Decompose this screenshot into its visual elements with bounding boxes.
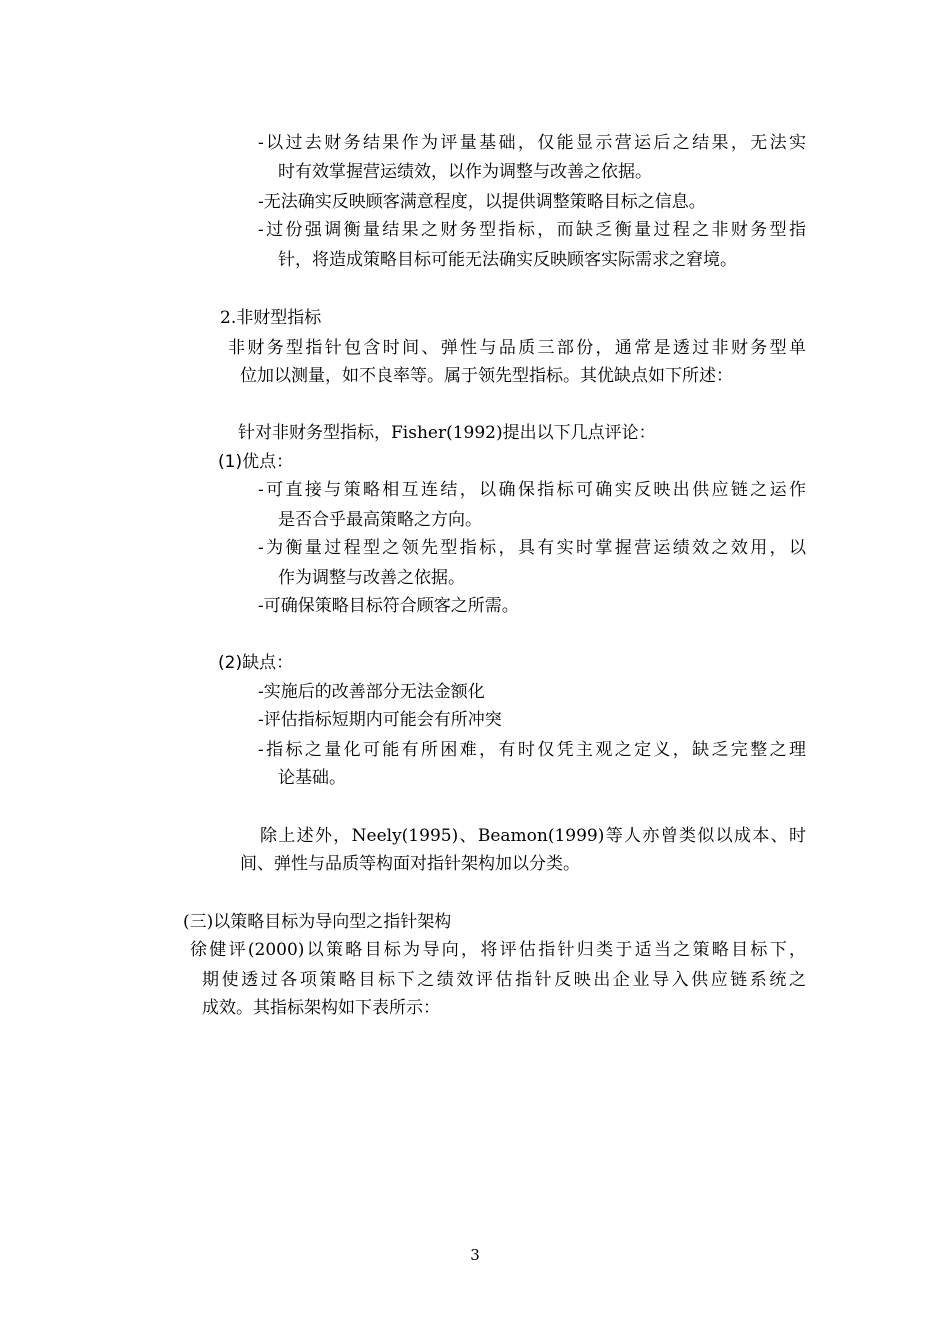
section-heading: (三)以策略目标为导向型之指针架构 [183, 912, 452, 932]
bullet-line: -过份强调衡量结果之财务型指标，而缺乏衡量过程之非财务型指 [258, 220, 806, 240]
bullet-line: 论基础。 [278, 768, 346, 788]
bullet-line: 作为调整与改善之依据。 [278, 568, 465, 588]
subheading-disadvantages: (2)缺点： [218, 653, 294, 673]
bullet-line: 是否合乎最高策略之方向。 [278, 510, 482, 530]
paragraph-line: 非财务型指针包含时间、弹性与品质三部份，通常是透过非财务型单 [228, 338, 806, 358]
bullet-line: -实施后的改善部分无法金额化 [258, 682, 485, 702]
paragraph-line: 针对非财务型指标，Fisher(1992)提出以下几点评论： [238, 423, 656, 443]
bullet-line: 时有效掌握营运绩效，以作为调整与改善之依据。 [278, 162, 652, 182]
page-number: 3 [470, 1246, 480, 1264]
section-heading: 2.非财型指标 [220, 308, 322, 328]
bullet-line: -无法确实反映顾客满意程度，以提供调整策略目标之信息。 [258, 192, 706, 212]
bullet-line: 针，将造成策略目标可能无法确实反映顾客实际需求之窘境。 [278, 250, 737, 270]
bullet-line: -为衡量过程型之领先型指标，具有实时掌握营运绩效之效用，以 [258, 538, 806, 558]
paragraph-line: 期使透过各项策略目标下之绩效评估指针反映出企业导入供应链系统之 [202, 970, 806, 990]
bullet-line: -以过去财务结果作为评量基础，仅能显示营运后之结果，无法实 [258, 133, 806, 153]
paragraph-line: 间、弹性与品质等构面对指针架构加以分类。 [240, 854, 580, 874]
paragraph-line: 成效。其指标架构如下表所示： [202, 998, 440, 1018]
paragraph-line: 徐健评(2000)以策略目标为导向，将评估指针归类于适当之策略目标下， [190, 940, 806, 960]
bullet-line: -可直接与策略相互连结，以确保指标可确实反映出供应链之运作 [258, 480, 806, 500]
bullet-line: -指标之量化可能有所困难，有时仅凭主观之定义，缺乏完整之理 [258, 740, 806, 760]
subheading-advantages: (1)优点： [218, 452, 294, 472]
paragraph-line: 位加以测量，如不良率等。属于领先型指标。其优缺点如下所述： [240, 366, 733, 386]
paragraph-line: 除上述外，Neely(1995)、Beamon(1999)等人亦曾类似以成本、时 [260, 826, 806, 846]
bullet-line: -评估指标短期内可能会有所冲突 [258, 710, 502, 730]
bullet-line: -可确保策略目标符合顾客之所需。 [258, 596, 519, 616]
